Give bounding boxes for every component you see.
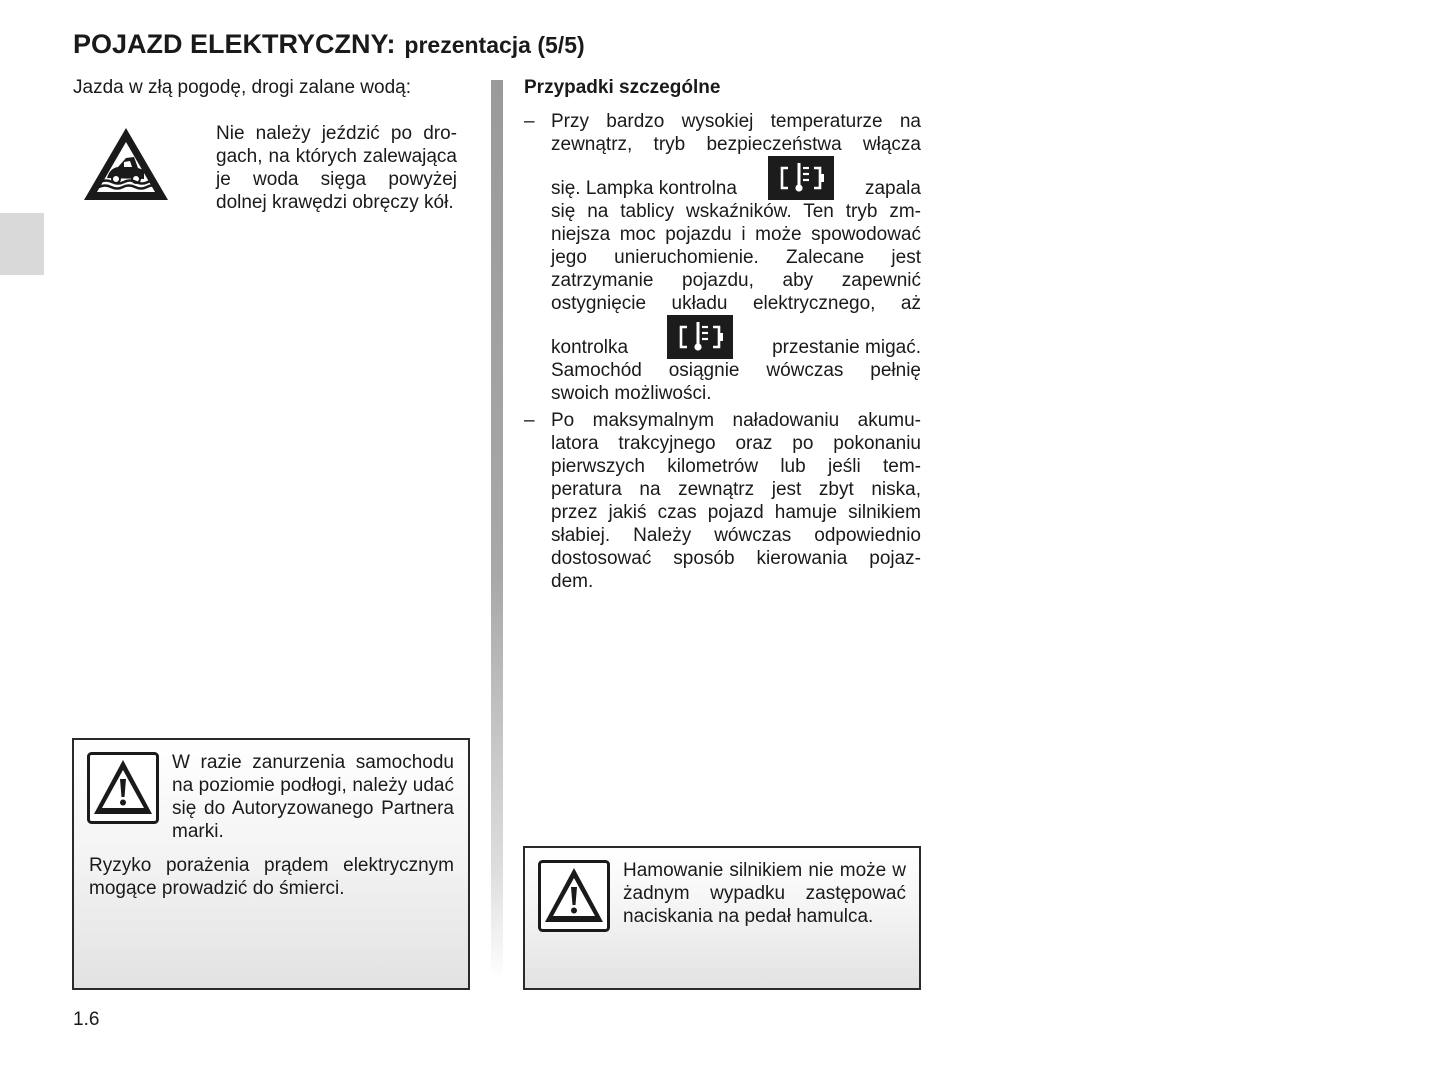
warning-triangle-icon — [538, 860, 610, 932]
item1-line-part: zapala — [864, 178, 921, 199]
item1-line: niejsza moc pojazdu i może spowodować — [551, 224, 921, 245]
item1-line-part: przestanie migać. — [772, 337, 921, 358]
battery-temperature-warning-lamp-icon — [667, 315, 733, 359]
list-dash: – — [524, 410, 535, 431]
item2-line: dem. — [551, 571, 594, 592]
item1-line-part: się. Lampka kontrolna — [551, 178, 737, 199]
intro-text: Jazda w złą pogodę, drogi zalane wodą: — [73, 77, 412, 98]
list-dash: – — [524, 111, 535, 132]
item1-line: swoich możliwości. — [551, 383, 712, 404]
item2-line: słabiej. Należy wówczas odpowiednio — [551, 525, 921, 546]
item1-line: zatrzymanie pojazdu, aby zapewnić — [551, 270, 921, 291]
item1-line-with-lamp — [551, 315, 921, 359]
flooded-road-warning-icon — [80, 124, 172, 206]
page-number: 1.6 — [73, 1009, 100, 1030]
engine-braking-warning-text: Hamowanie silnikiem nie może w żadnym wypadku zastępować naciskania na pedał hamulca. — [623, 860, 906, 927]
page-title-sub: prezentacja (5/5) — [404, 32, 585, 58]
item2-line: peratura na zewnątrz jest zbyt niska, — [551, 479, 921, 500]
engine-braking-warning-box — [523, 846, 921, 990]
item2-line: pierwszych kilometrów lub jeśli tem- — [551, 456, 921, 477]
immersion-warning-box — [72, 738, 470, 990]
section-tab-marker — [0, 213, 44, 275]
item1-line: Przy bardzo wysokiej temperaturze na — [551, 111, 921, 132]
item1-line: Samochód osiągnie wówczas pełnię — [551, 360, 921, 381]
page-title-main: POJAZD ELEKTRYCZNY: — [73, 29, 396, 59]
electric-shock-risk-text: Ryzyko porażenia prądem elektrycznym mogące prowadzić do śmierci. — [89, 855, 454, 899]
item1-line-part: kontrolka — [551, 337, 629, 358]
immersion-warning-text: W razie zanurzenia samochodu na poziomie podłogi, należy udać się do Autoryzowanego Partnera marki. — [172, 752, 454, 842]
special-cases-heading: Przypadki szczególne — [524, 77, 721, 98]
item1-line: się na tablicy wskaźników. Ten tryb zm- — [551, 201, 921, 222]
warning-triangle-icon — [87, 752, 159, 824]
battery-temperature-warning-lamp-icon — [768, 156, 834, 200]
item2-line: latora trakcyjnego oraz po pokonaniu — [551, 433, 921, 454]
item2-line: przez jakiś czas pojazd hamuje silnikiem — [551, 502, 921, 523]
item1-line: jego unieruchomienie. Zalecane jest — [551, 247, 921, 268]
flood-warning-text: Nie należy jeździć po drogach, na których zalewająca je woda sięga powyżej dolnej krawędzi obręczy kół. — [216, 123, 457, 213]
item1-line: zewnątrz, tryb bezpieczeństwa włącza — [551, 134, 921, 155]
item2-line: Po maksymalnym naładowaniu akumu- — [551, 410, 921, 431]
item1-line-with-lamp — [551, 156, 921, 200]
item1-line: ostygnięcie układu elektrycznego, aż — [551, 293, 921, 314]
item2-line: dostosować sposób kierowania pojaz- — [551, 548, 921, 569]
page-title — [73, 24, 585, 61]
column-divider — [491, 80, 503, 980]
